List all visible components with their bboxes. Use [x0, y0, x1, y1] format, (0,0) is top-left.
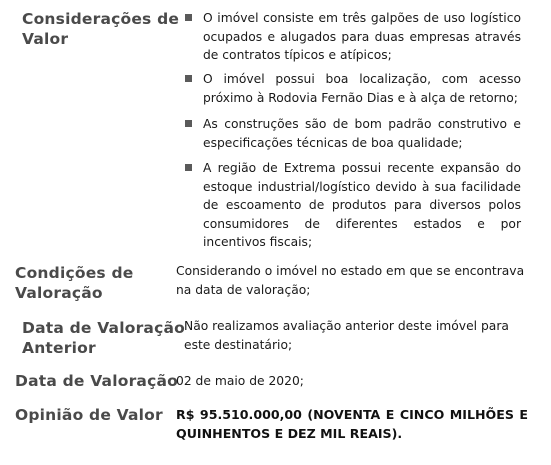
bullet-text: A região de Extrema possui recente expansão do estoque industrial/logístico devido à sua facilidade de escoamento de produtos para diversos polos consumidores de diferentes estados e por incentivos fiscais;: [203, 161, 521, 249]
considerations-label-line2: Valor: [22, 30, 69, 48]
square-bullet-icon: [185, 14, 192, 21]
previous-valuation-label-line2: Anterior: [22, 339, 96, 357]
bullet-text: As construções são de bom padrão construtivo e especificações técnicas de boa qualidade;: [203, 117, 521, 150]
opinion-label: Opinião de Valor: [15, 406, 163, 424]
previous-valuation-label-line1: Data de Valoração: [22, 319, 185, 337]
square-bullet-icon: [185, 164, 192, 171]
considerations-label-line1: Considerações de: [22, 10, 180, 28]
considerations-label: [22, 9, 179, 49]
conditions-label: [15, 263, 133, 303]
conditions-text: Considerando o imóvel no estado em que se encontrava na data de valoração;: [176, 264, 525, 297]
conditions-label-line1: Condições de: [15, 264, 134, 282]
square-bullet-icon: [185, 75, 192, 82]
valuation-date-label: Data de Valoração: [15, 372, 178, 390]
opinion-value: R$ 95.510.000,00 (NOVENTA E CINCO MILHÕES E QUINHENTOS E DEZ MIL REAIS).: [176, 407, 528, 441]
conditions-label-line2: Valoração: [15, 284, 103, 302]
square-bullet-icon: [185, 120, 192, 127]
valuation-date-text: 02 de maio de 2020;: [176, 374, 304, 388]
previous-valuation-label: [22, 318, 185, 358]
previous-valuation-text: Não realizamos avaliação anterior deste imóvel para este destinatário;: [184, 319, 509, 352]
bullet-text: O imóvel possui boa localização, com acesso próximo à Rodovia Fernão Dias e à alça de retorno;: [203, 72, 521, 105]
bullet-text: O imóvel consiste em três galpões de uso logístico ocupados e alugados para duas empresas através de contratos típicos e atípicos;: [203, 11, 521, 62]
